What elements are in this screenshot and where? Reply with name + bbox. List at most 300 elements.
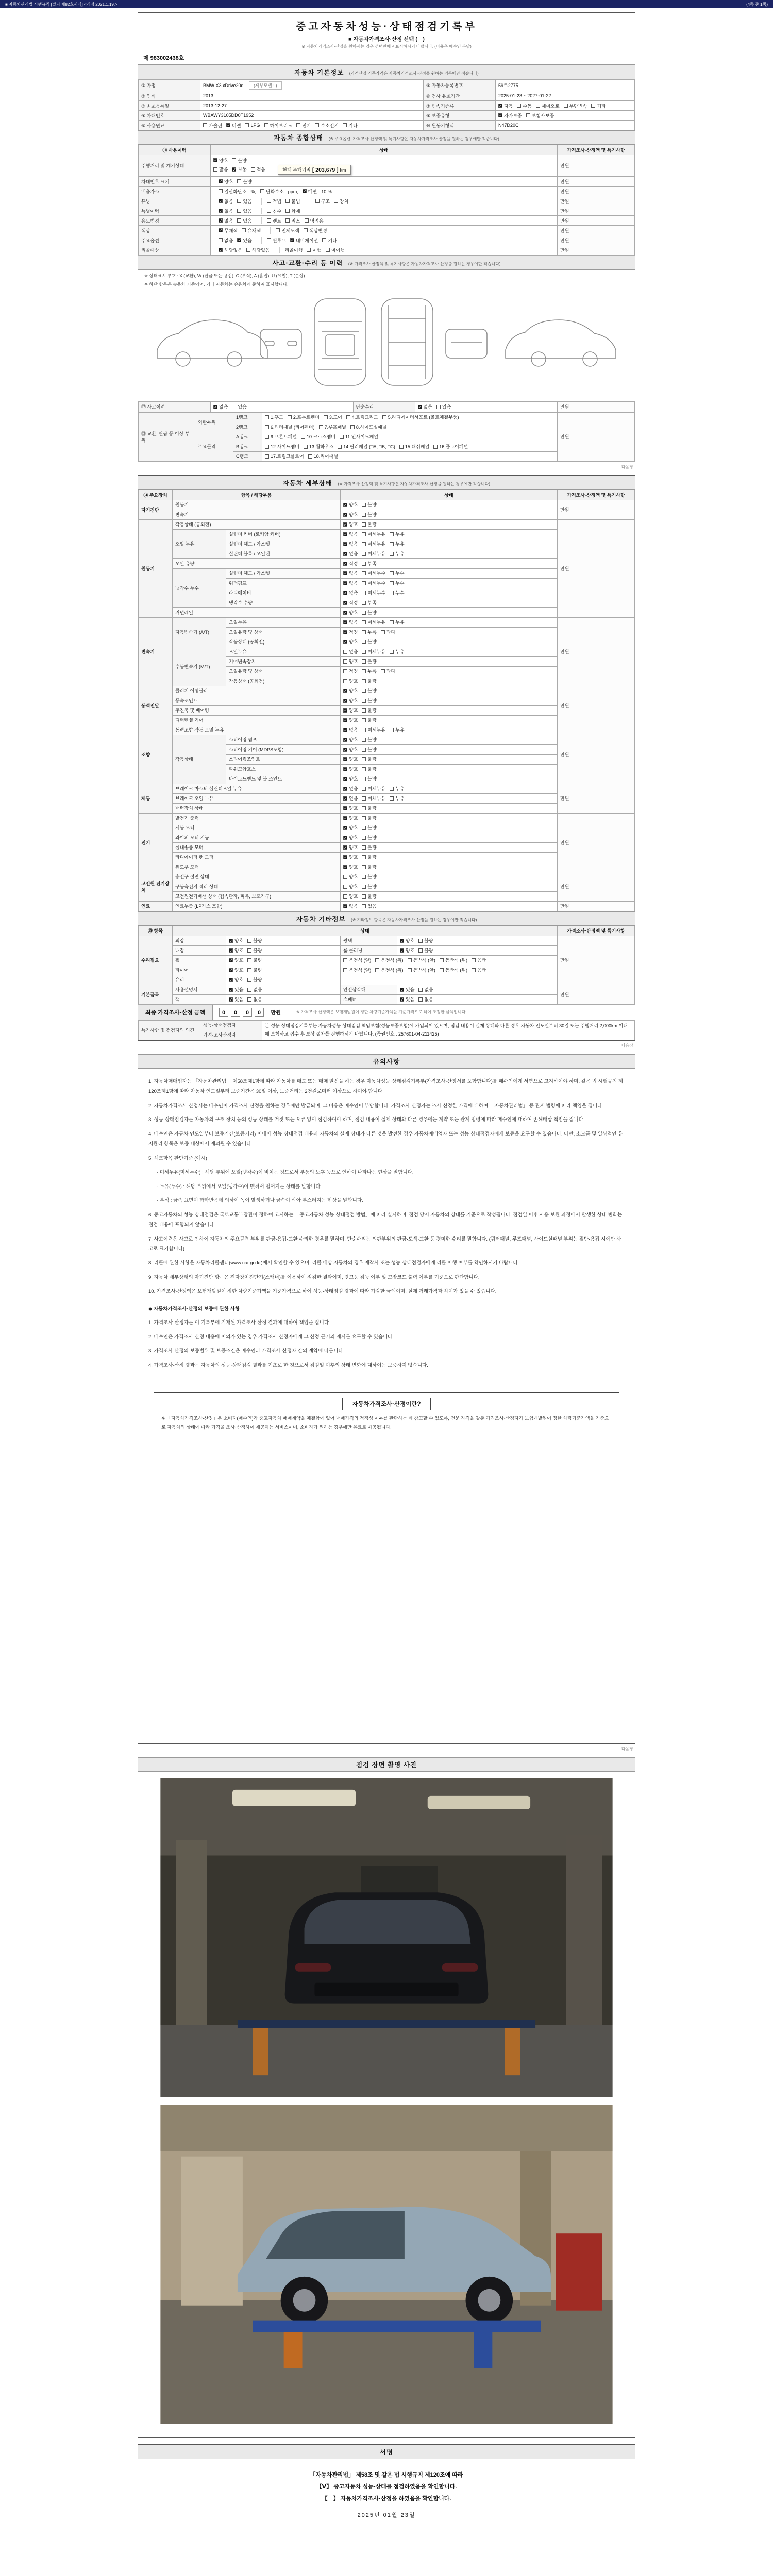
checkbox-많음[interactable] bbox=[213, 166, 228, 173]
basic-info-section-header bbox=[138, 65, 635, 79]
checkbox-없음[interactable] bbox=[343, 648, 358, 655]
final-price-row bbox=[138, 1005, 635, 1020]
checkbox-양호[interactable] bbox=[343, 638, 358, 645]
checkbox-운전석 (뒤)[interactable] bbox=[375, 957, 403, 963]
checkbox-유채색[interactable] bbox=[242, 227, 261, 234]
checkbox-label: 불량 bbox=[367, 806, 377, 811]
checkbox-불량[interactable] bbox=[362, 638, 376, 645]
composite-note: (※ 주요옵션, 가격조사·산정액 및 특기사항은 자동차가격조사·산정을 원하는 경우에만 적습니다) bbox=[328, 137, 499, 141]
checkbox-없음[interactable] bbox=[343, 540, 358, 547]
checkbox-icon bbox=[260, 189, 264, 193]
checkbox-5.라디에이터서포트 (볼트체결부품)[interactable] bbox=[382, 414, 459, 420]
checkbox-있음[interactable] bbox=[362, 903, 376, 909]
checkbox-누유[interactable] bbox=[390, 726, 404, 733]
checkbox-양호[interactable] bbox=[229, 976, 243, 983]
checkbox-label: 장치 bbox=[339, 198, 349, 204]
checkbox-양호[interactable] bbox=[229, 957, 243, 963]
checkbox-없음[interactable] bbox=[247, 996, 262, 1003]
checkbox-label: 양호 bbox=[406, 938, 415, 943]
checkbox-누유[interactable] bbox=[390, 540, 404, 547]
checkbox-없음[interactable] bbox=[343, 726, 358, 733]
checkbox-응급[interactable] bbox=[472, 967, 486, 973]
other-item-state bbox=[397, 985, 558, 994]
checkbox-불량[interactable] bbox=[247, 957, 262, 963]
checkbox-운전석 (앞)[interactable] bbox=[343, 957, 371, 963]
checkbox-불량[interactable] bbox=[362, 707, 376, 714]
checkbox-미세누유[interactable] bbox=[362, 785, 385, 792]
checkbox-네비게이션[interactable] bbox=[290, 237, 318, 244]
checkbox-미세누유[interactable] bbox=[362, 726, 385, 733]
component-label: 배력장치 상태 bbox=[173, 803, 341, 813]
checkbox-label: 불량 bbox=[238, 158, 247, 163]
checkbox-전체도색[interactable] bbox=[276, 227, 299, 234]
checkbox-미이행[interactable] bbox=[326, 247, 345, 253]
checkbox-label: 양호 bbox=[349, 835, 358, 840]
checkbox-10.크로스멤버[interactable] bbox=[301, 433, 335, 440]
checkbox-label: 양호 bbox=[349, 698, 358, 703]
component-label: 브레이크 마스터 실린더오일 누유 bbox=[173, 784, 341, 793]
component-label: 오일유량 및 상태 bbox=[226, 627, 341, 637]
checkbox-label: 있음 bbox=[234, 987, 244, 992]
checkbox-구조[interactable] bbox=[315, 198, 330, 205]
checkbox-있음[interactable] bbox=[400, 986, 414, 993]
usage-item-label: 차대번호 표기 bbox=[139, 177, 211, 187]
checkbox-16.플로어패널[interactable] bbox=[433, 443, 468, 450]
checkbox-미세누유[interactable] bbox=[362, 619, 385, 625]
checkbox-양호[interactable] bbox=[229, 947, 243, 954]
checkbox-불량[interactable] bbox=[362, 609, 376, 616]
usage-state-cell bbox=[211, 245, 558, 256]
checkbox-없음[interactable] bbox=[343, 580, 358, 586]
usage-state-cell bbox=[211, 216, 558, 226]
checkbox-label: 미세누유 bbox=[367, 620, 386, 625]
checkbox-불량[interactable] bbox=[247, 967, 262, 973]
checkbox-group bbox=[265, 435, 382, 440]
checkbox-불량[interactable] bbox=[418, 947, 433, 954]
notices-box bbox=[138, 1054, 635, 1744]
checkbox-부족[interactable] bbox=[362, 629, 376, 635]
checked-checkbox-icon bbox=[343, 542, 347, 546]
checkbox-있음[interactable] bbox=[237, 217, 251, 224]
checkbox-불량[interactable] bbox=[247, 947, 262, 954]
checkbox-탄화수소[interactable] bbox=[260, 188, 284, 195]
checkbox-label: 과다 bbox=[386, 630, 396, 635]
checkbox-자동[interactable] bbox=[498, 103, 513, 109]
checkbox-icon bbox=[381, 630, 385, 634]
component-state bbox=[341, 852, 558, 862]
checkbox-icon bbox=[301, 435, 305, 439]
checkbox-불량[interactable] bbox=[247, 976, 262, 983]
checkbox-있음[interactable] bbox=[232, 403, 246, 410]
checkbox-label: 없음 bbox=[349, 904, 358, 909]
checked-checkbox-icon bbox=[343, 562, 347, 566]
checkbox-불량[interactable] bbox=[362, 844, 376, 851]
checkbox-11.인사이드패널[interactable] bbox=[340, 433, 378, 440]
checkbox-양호[interactable] bbox=[343, 756, 358, 762]
price-header: 가격조사·산정액 및 특기사항 bbox=[558, 145, 635, 155]
checkbox-label: 있음 bbox=[406, 997, 415, 1002]
checkbox-무채색[interactable] bbox=[219, 227, 238, 234]
checkbox-침수[interactable] bbox=[267, 208, 281, 214]
checked-checkbox-icon bbox=[343, 581, 347, 585]
checkbox-동반석 (앞)[interactable] bbox=[408, 957, 435, 963]
checkbox-3.도어[interactable] bbox=[324, 414, 342, 420]
checkbox-icon bbox=[315, 199, 320, 203]
checkbox-17.트렁크플로어[interactable] bbox=[265, 453, 304, 460]
checkbox-icon bbox=[265, 435, 269, 439]
signature-date: 2025년 01월 23일 bbox=[357, 2512, 416, 2518]
checkbox-양호[interactable] bbox=[343, 501, 358, 508]
checkbox-적정[interactable] bbox=[343, 668, 358, 674]
checkbox-14.필러패널 (□A, □B, □C)[interactable] bbox=[338, 443, 395, 450]
checkbox-불량[interactable] bbox=[362, 687, 376, 694]
checkbox-양호[interactable] bbox=[213, 157, 228, 164]
checkbox-불법[interactable] bbox=[285, 198, 300, 205]
checkbox-누유[interactable] bbox=[390, 785, 404, 792]
checkbox-2.프론트펜더[interactable] bbox=[288, 414, 320, 420]
checkbox-부족[interactable] bbox=[362, 560, 376, 567]
checkbox-없음[interactable] bbox=[418, 996, 433, 1003]
checkbox-불량[interactable] bbox=[362, 805, 376, 811]
checkbox-양호[interactable] bbox=[343, 775, 358, 782]
checkbox-group bbox=[219, 228, 265, 233]
checkbox-icon bbox=[362, 689, 366, 693]
checkbox-양호[interactable] bbox=[343, 707, 358, 714]
checkbox-누수[interactable] bbox=[390, 570, 404, 577]
checkbox-양호[interactable] bbox=[343, 717, 358, 723]
checkbox-icon bbox=[436, 405, 441, 409]
checkbox-group bbox=[343, 552, 409, 557]
checkbox-1.후드[interactable] bbox=[265, 414, 283, 420]
checkbox-label: 디젤 bbox=[232, 123, 241, 128]
checkbox-양호[interactable] bbox=[343, 863, 358, 870]
checkbox-기타[interactable] bbox=[322, 237, 337, 244]
checkbox-화재[interactable] bbox=[285, 208, 300, 214]
checkbox-없음[interactable] bbox=[219, 237, 233, 244]
checkbox-8.사이드실패널[interactable] bbox=[350, 423, 387, 430]
checkbox-불량[interactable] bbox=[362, 873, 376, 880]
checkbox-양호[interactable] bbox=[400, 937, 414, 944]
checkbox-없음[interactable] bbox=[343, 570, 358, 577]
checked-checkbox-icon bbox=[343, 757, 347, 761]
checkbox-누유[interactable] bbox=[390, 550, 404, 557]
checkbox-양호[interactable] bbox=[343, 844, 358, 851]
checkbox-하이브리드[interactable] bbox=[264, 122, 292, 129]
checkbox-9.프론트패널[interactable] bbox=[265, 433, 297, 440]
checkbox-없음[interactable] bbox=[343, 903, 358, 909]
checkbox-있음[interactable] bbox=[237, 198, 251, 205]
checkbox-운전석 (앞)[interactable] bbox=[343, 967, 371, 973]
checkbox-기타[interactable] bbox=[591, 103, 606, 109]
checkbox-불량[interactable] bbox=[362, 883, 376, 890]
checkbox-불량[interactable] bbox=[362, 893, 376, 900]
checkbox-group bbox=[343, 532, 409, 537]
checkbox-label: 없음 bbox=[349, 796, 358, 801]
checkbox-없음[interactable] bbox=[219, 198, 233, 205]
price-cell: 만원 bbox=[558, 196, 635, 206]
checkbox-색상변경[interactable] bbox=[304, 227, 327, 234]
other-item-label: 잭 bbox=[173, 994, 226, 1004]
checkbox-불량[interactable] bbox=[362, 658, 376, 665]
checkbox-양호[interactable] bbox=[343, 746, 358, 753]
checkbox-양호[interactable] bbox=[343, 815, 358, 821]
checkbox-세미오토[interactable] bbox=[536, 103, 560, 109]
checkbox-적정[interactable] bbox=[343, 629, 358, 635]
state-part bbox=[213, 247, 280, 253]
checkbox-전기[interactable] bbox=[296, 122, 311, 129]
component-state bbox=[341, 725, 558, 735]
price-cell: 만원 bbox=[558, 226, 635, 235]
checkbox-없음[interactable] bbox=[418, 986, 433, 993]
checkbox-18.리어패널[interactable] bbox=[308, 453, 338, 460]
checkbox-누유[interactable] bbox=[390, 648, 404, 655]
checkbox-label: 색상변경 bbox=[309, 228, 327, 233]
checked-checkbox-icon bbox=[343, 571, 347, 575]
checkbox-group bbox=[343, 591, 409, 596]
checkbox-미세누유[interactable] bbox=[362, 540, 385, 547]
checkbox-해당없음[interactable] bbox=[219, 247, 242, 253]
checkbox-양호[interactable] bbox=[343, 824, 358, 831]
checkbox-없음[interactable] bbox=[343, 531, 358, 537]
checkbox-label: 없음 bbox=[253, 997, 262, 1002]
checkbox-불량[interactable] bbox=[362, 697, 376, 704]
checkbox-있음[interactable] bbox=[436, 403, 451, 410]
checkbox-영업용[interactable] bbox=[305, 217, 324, 224]
checkbox-label: 양호 bbox=[224, 179, 233, 184]
checkbox-label: 불량 bbox=[367, 767, 377, 772]
checkbox-group bbox=[343, 669, 399, 674]
checkbox-있음[interactable] bbox=[229, 996, 243, 1003]
usage-item-label: 용도변경 bbox=[139, 216, 211, 226]
checkbox-group bbox=[229, 939, 266, 944]
checkbox-label: 적법 bbox=[272, 198, 282, 204]
checkbox-불량[interactable] bbox=[418, 937, 433, 944]
checkbox-group bbox=[219, 209, 256, 214]
checkbox-가솔린[interactable] bbox=[203, 122, 222, 129]
checkbox-미세누유[interactable] bbox=[362, 648, 385, 655]
checkbox-label: 없음 bbox=[424, 997, 433, 1002]
checkbox-동반석 (뒤)[interactable] bbox=[440, 957, 467, 963]
checked-checkbox-icon bbox=[343, 708, 347, 713]
checkbox-없음[interactable] bbox=[343, 619, 358, 625]
checkbox-없음[interactable] bbox=[213, 403, 228, 410]
usage-state-cell bbox=[211, 155, 558, 177]
exchange-panel-table bbox=[138, 412, 635, 462]
checkbox-미세누유[interactable] bbox=[362, 550, 385, 557]
checkbox-적정[interactable] bbox=[343, 599, 358, 606]
checkbox-없음[interactable] bbox=[343, 785, 358, 792]
checked-checkbox-icon bbox=[219, 228, 223, 232]
checkbox-있음[interactable] bbox=[237, 208, 251, 214]
checkbox-불량[interactable] bbox=[362, 511, 376, 518]
other-info-table bbox=[138, 926, 635, 1005]
other-price-header: 가격조사·산정액 및 특기사항 bbox=[558, 926, 635, 936]
checkbox-icon bbox=[245, 123, 249, 127]
checked-checkbox-icon bbox=[343, 552, 347, 556]
checkbox-양호[interactable] bbox=[343, 854, 358, 860]
accident-title: 사고·교환·수리 등 이력 bbox=[272, 259, 343, 267]
checkbox-12.사이드멤버[interactable] bbox=[265, 443, 299, 450]
checkbox-양호[interactable] bbox=[343, 893, 358, 900]
checkbox-매연[interactable] bbox=[303, 188, 317, 195]
price-appraisal-select-line[interactable]: ■ 자동차가격조사·산정 선택 ( ) bbox=[348, 36, 425, 42]
checkbox-불량[interactable] bbox=[362, 746, 376, 753]
checkbox-icon bbox=[362, 699, 366, 703]
checkbox-양호[interactable] bbox=[343, 766, 358, 772]
checkbox-7.루프패널[interactable] bbox=[319, 423, 346, 430]
damage-code-legend: ※ 상태표시 부호 : X (교환), W (판금 또는 용접), C (부식), A (흠집), U (요철), T (손상) bbox=[144, 273, 305, 278]
final-price-label: 최종 가격조사·산정 금액 bbox=[138, 1005, 213, 1020]
checkbox-이행[interactable] bbox=[307, 247, 321, 253]
checkbox-label: 누수 bbox=[395, 581, 405, 586]
checkbox-없음[interactable] bbox=[343, 795, 358, 802]
checkbox-불량[interactable] bbox=[362, 834, 376, 841]
checkbox-수소전기[interactable] bbox=[315, 122, 339, 129]
checkbox-썬루프[interactable] bbox=[267, 237, 286, 244]
checkbox-미세누수[interactable] bbox=[362, 570, 385, 577]
checkbox-불량[interactable] bbox=[362, 766, 376, 772]
checkbox-양호[interactable] bbox=[343, 687, 358, 694]
checkbox-자가보증[interactable] bbox=[498, 112, 522, 119]
checkbox-디젤[interactable] bbox=[226, 122, 241, 129]
checkbox-LPG[interactable] bbox=[245, 123, 260, 128]
checkbox-과다[interactable] bbox=[381, 668, 395, 674]
checkbox-해당있음[interactable] bbox=[246, 247, 270, 253]
checkbox-양호[interactable] bbox=[343, 834, 358, 841]
checkbox-label: 양호 bbox=[349, 825, 358, 831]
checkbox-불량[interactable] bbox=[232, 157, 246, 164]
checkbox-label: 없음 bbox=[349, 786, 358, 791]
checkbox-6.쿼터패널 (리어펜더)[interactable] bbox=[265, 423, 315, 430]
checkbox-양호[interactable] bbox=[219, 178, 233, 185]
checkbox-양호[interactable] bbox=[343, 883, 358, 890]
checkbox-양호[interactable] bbox=[400, 947, 414, 954]
checkbox-수동[interactable] bbox=[517, 103, 531, 109]
checkbox-있음[interactable] bbox=[229, 986, 243, 993]
checkbox-장치[interactable] bbox=[334, 198, 348, 205]
checkbox-icon bbox=[362, 757, 366, 761]
checkbox-불량[interactable] bbox=[362, 677, 376, 684]
checkbox-기타[interactable] bbox=[343, 122, 357, 129]
component-state bbox=[341, 539, 558, 549]
checkbox-누수[interactable] bbox=[390, 580, 404, 586]
checkbox-불량[interactable] bbox=[237, 178, 251, 185]
checkbox-누유[interactable] bbox=[390, 795, 404, 802]
checkbox-적정[interactable] bbox=[343, 560, 358, 567]
component-label: 냉각수 수량 bbox=[226, 598, 341, 607]
checkbox-응급[interactable] bbox=[472, 957, 486, 963]
checkbox-15.대쉬패널[interactable] bbox=[399, 443, 429, 450]
checkbox-미세누유[interactable] bbox=[362, 795, 385, 802]
checkbox-불량[interactable] bbox=[362, 736, 376, 743]
checkbox-누유[interactable] bbox=[390, 619, 404, 625]
checkbox-불량[interactable] bbox=[362, 863, 376, 870]
checkbox-group bbox=[229, 997, 266, 1003]
checkbox-렌트[interactable] bbox=[267, 217, 281, 224]
checkbox-양호[interactable] bbox=[343, 736, 358, 743]
checkbox-양호[interactable] bbox=[229, 967, 243, 973]
checkbox-양호[interactable] bbox=[343, 511, 358, 518]
checkbox-보험사보증[interactable] bbox=[526, 112, 554, 119]
checkbox-양호[interactable] bbox=[229, 937, 243, 944]
checkbox-무단변속[interactable] bbox=[564, 103, 587, 109]
checkbox-불량[interactable] bbox=[247, 937, 262, 944]
other-item-state bbox=[226, 994, 341, 1004]
checkbox-불량[interactable] bbox=[362, 756, 376, 762]
component-label: 클러치 어셈블리 bbox=[173, 686, 341, 696]
component-state bbox=[341, 500, 558, 510]
checkbox-부족[interactable] bbox=[362, 599, 376, 606]
checkbox-미세누수[interactable] bbox=[362, 580, 385, 586]
checkbox-리스[interactable] bbox=[285, 217, 300, 224]
checkbox-미세누유[interactable] bbox=[362, 531, 385, 537]
checkbox-icon bbox=[308, 454, 312, 459]
usage-state-cell bbox=[211, 226, 558, 235]
checkbox-과다[interactable] bbox=[381, 629, 395, 635]
price-cell: 만원 bbox=[558, 155, 635, 177]
checkbox-일산화탄소[interactable] bbox=[219, 188, 246, 195]
checkbox-양호[interactable] bbox=[343, 677, 358, 684]
checkbox-없음[interactable] bbox=[247, 986, 262, 993]
checkbox-없음[interactable] bbox=[418, 403, 432, 410]
other-item-state bbox=[397, 994, 558, 1004]
checkbox-있음[interactable] bbox=[400, 996, 414, 1003]
vin-label: ④ 차대번호 bbox=[139, 111, 200, 121]
checkbox-누수[interactable] bbox=[390, 589, 404, 596]
checkbox-없음[interactable] bbox=[343, 589, 358, 596]
checkbox-양호[interactable] bbox=[343, 521, 358, 528]
remarks-label: 특기사항 및 점검자의 의견 bbox=[139, 1020, 200, 1040]
composite-section-header bbox=[138, 130, 635, 145]
checkbox-부족[interactable] bbox=[362, 668, 376, 674]
checkbox-icon bbox=[408, 958, 412, 962]
checkbox-동반석 (앞)[interactable] bbox=[408, 967, 435, 973]
checkbox-4.트렁크리드[interactable] bbox=[346, 414, 378, 420]
signature-section-header bbox=[138, 2445, 635, 2459]
checkbox-양호[interactable] bbox=[343, 805, 358, 811]
checkbox-불량[interactable] bbox=[362, 815, 376, 821]
component-state bbox=[341, 803, 558, 813]
checkbox-없음[interactable] bbox=[219, 208, 233, 214]
subcategory-label: 작동상태 bbox=[173, 735, 226, 784]
checkbox-불량[interactable] bbox=[362, 521, 376, 528]
checkbox-운전석 (뒤)[interactable] bbox=[375, 967, 403, 973]
checkbox-없음[interactable] bbox=[343, 550, 358, 557]
checkbox-누유[interactable] bbox=[390, 531, 404, 537]
checkbox-불량[interactable] bbox=[362, 824, 376, 831]
checkbox-불량[interactable] bbox=[362, 854, 376, 860]
checkbox-적음[interactable] bbox=[251, 166, 265, 173]
checkbox-13.휠하우스[interactable] bbox=[304, 443, 333, 450]
checkbox-icon bbox=[322, 238, 326, 242]
checkbox-group bbox=[343, 542, 409, 547]
checkbox-불량[interactable] bbox=[362, 717, 376, 723]
checkbox-적법[interactable] bbox=[267, 198, 281, 205]
checkbox-양호[interactable] bbox=[343, 609, 358, 616]
checkbox-불량[interactable] bbox=[362, 501, 376, 508]
checkbox-보통[interactable] bbox=[232, 166, 246, 173]
rank-items bbox=[262, 412, 558, 422]
checkbox-있음[interactable] bbox=[237, 237, 251, 244]
checked-checkbox-icon bbox=[343, 865, 347, 869]
checkbox-양호[interactable] bbox=[343, 658, 358, 665]
checkbox-동반석 (뒤)[interactable] bbox=[440, 967, 467, 973]
checkbox-없음[interactable] bbox=[219, 217, 233, 224]
checkbox-불량[interactable] bbox=[362, 775, 376, 782]
checkbox-미세누수[interactable] bbox=[362, 589, 385, 596]
checkbox-양호[interactable] bbox=[343, 697, 358, 704]
checkbox-양호[interactable] bbox=[343, 873, 358, 880]
